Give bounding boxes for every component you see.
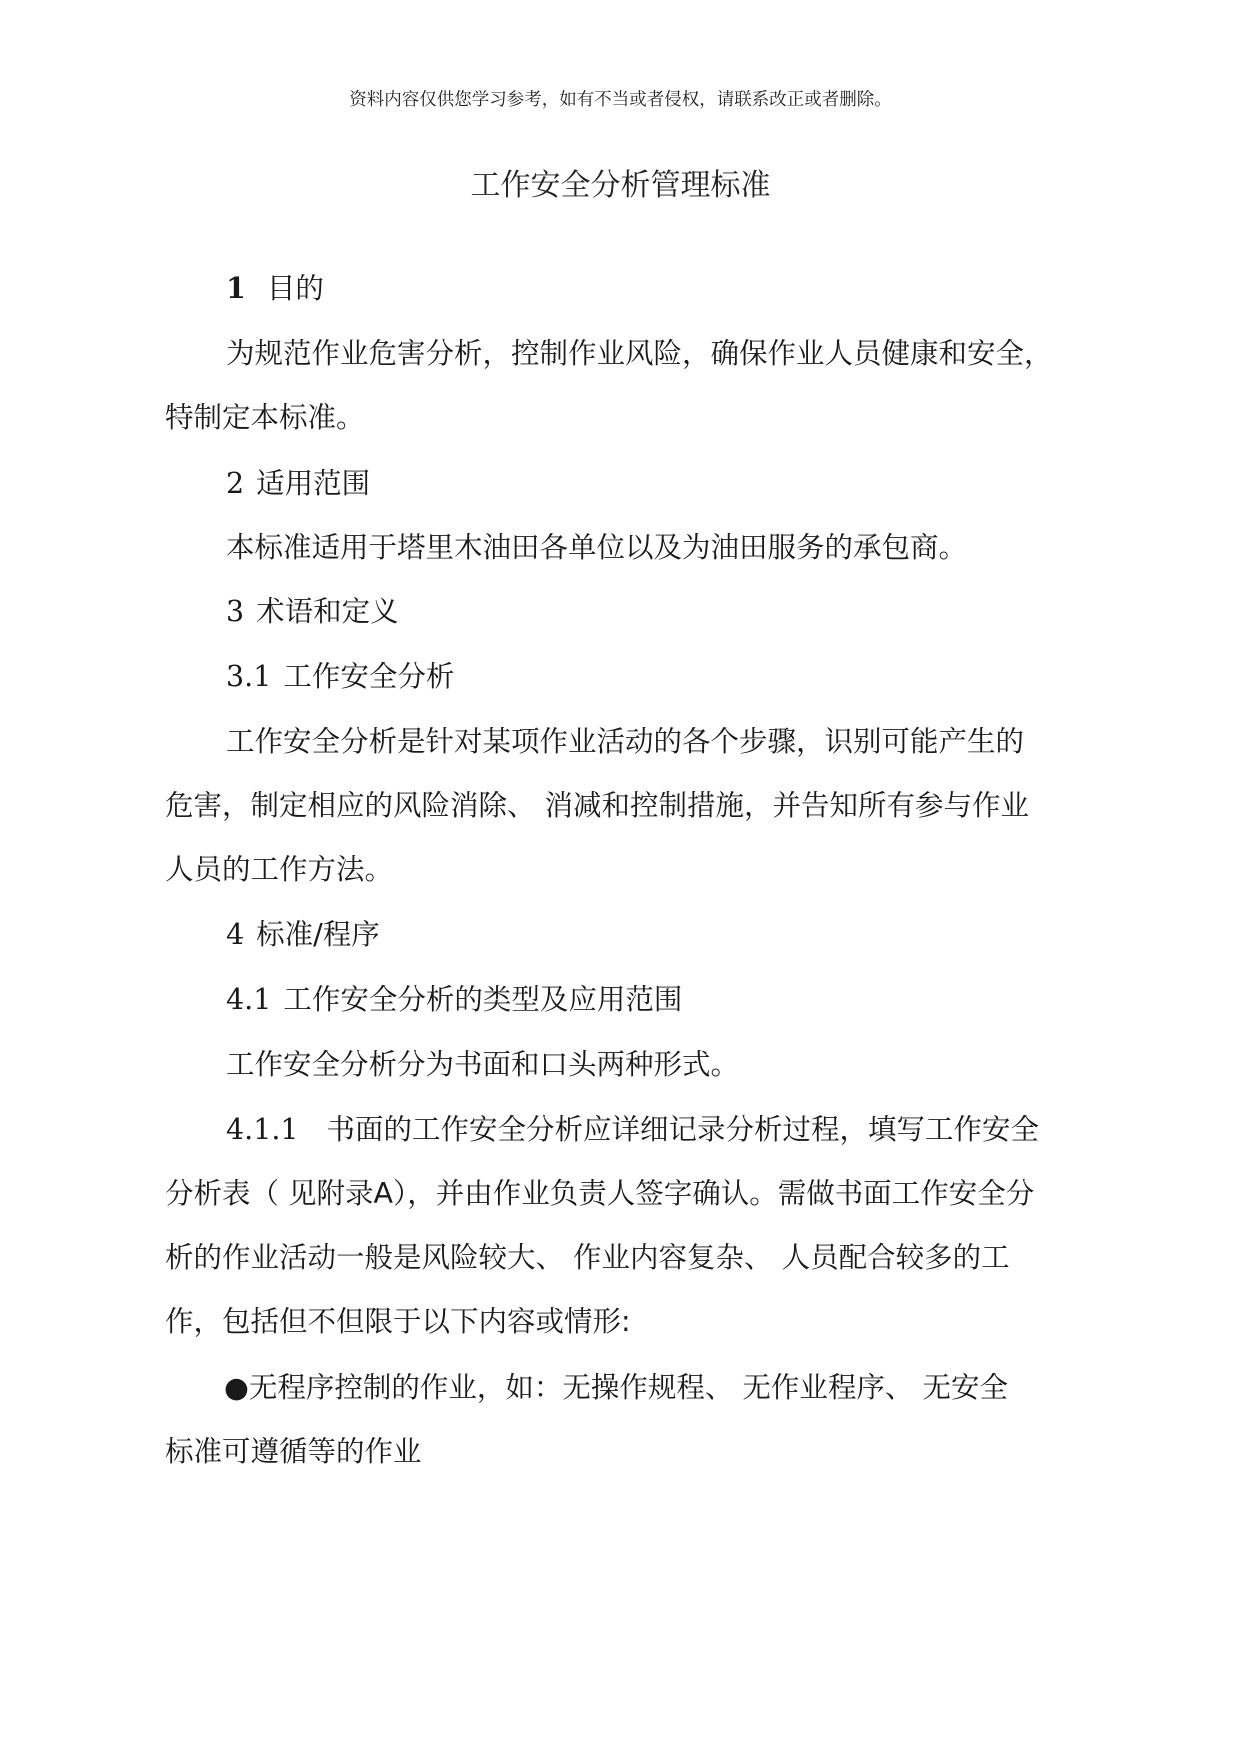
section-title: 工作安全分析的类型及应用范围 xyxy=(283,983,683,1016)
section-4-1-heading xyxy=(226,980,682,1020)
section-3-heading xyxy=(226,592,399,632)
bullet-dot-icon: ● xyxy=(224,1371,249,1404)
section-number: 4.1.1 xyxy=(226,1113,299,1146)
paragraph-line: 本标准适用于塔里木油田各单位以及为油田服务的承包商。 xyxy=(226,531,968,564)
section-number: 4 xyxy=(226,918,245,951)
page-header-disclaimer: 资料内容仅供您学习参考，如有不当或者侵权，请联系改正或者删除。 xyxy=(349,90,892,110)
section-title: 术语和定义 xyxy=(256,595,399,628)
section-3-1-heading xyxy=(226,657,454,697)
section-title: 标准/程序 xyxy=(256,918,380,951)
section-number: 2 xyxy=(226,467,245,500)
section-number: 3 xyxy=(226,595,245,628)
document-title: 工作安全分析管理标准 xyxy=(470,168,771,203)
section-2-heading xyxy=(226,464,370,504)
paragraph-line: 标准可遵循等的作业 xyxy=(165,1435,422,1468)
section-title: 适用范围 xyxy=(256,467,371,500)
paragraph-line: 分析表（ 见附录A），并由作业负责人签字确认。需做书面工作安全分 xyxy=(165,1177,1035,1210)
paragraph-line: 工作安全分析分为书面和口头两种形式。 xyxy=(226,1048,740,1081)
paragraph-text: 书面的工作安全分析应详细记录分析过程，填写工作安全 xyxy=(326,1113,1040,1146)
section-title: 目的 xyxy=(266,272,324,305)
section-number: 3.1 xyxy=(226,660,272,693)
section-number: 4.1 xyxy=(226,983,272,1016)
paragraph-line: 析的作业活动一般是风险较大、 作业内容复杂、 人员配合较多的工 xyxy=(165,1241,1010,1274)
section-4-heading xyxy=(226,915,380,955)
section-title: 工作安全分析 xyxy=(283,660,455,693)
section-4-1-1-line xyxy=(226,1110,1039,1150)
paragraph-line: 为规范作业危害分析，控制作业风险，确保作业人员健康和安全， xyxy=(226,337,1053,370)
paragraph-line: 特制定本标准。 xyxy=(165,401,365,434)
section-number: 1 xyxy=(226,271,246,305)
paragraph-line: 工作安全分析是针对某项作业活动的各个步骤，识别可能产生的 xyxy=(226,725,1025,758)
paragraph-line: 危害，制定相应的风险消除、 消减和控制措施，并告知所有参与作业 xyxy=(165,789,1030,822)
bullet-text: 无程序控制的作业，如：无操作规程、 无作业程序、 无安全 xyxy=(248,1371,1008,1404)
section-1-heading xyxy=(226,268,324,309)
bullet-item xyxy=(224,1368,1008,1408)
paragraph-line: 作，包括但不但限于以下内容或情形: xyxy=(165,1305,631,1338)
paragraph-line: 人员的工作方法。 xyxy=(165,853,394,886)
